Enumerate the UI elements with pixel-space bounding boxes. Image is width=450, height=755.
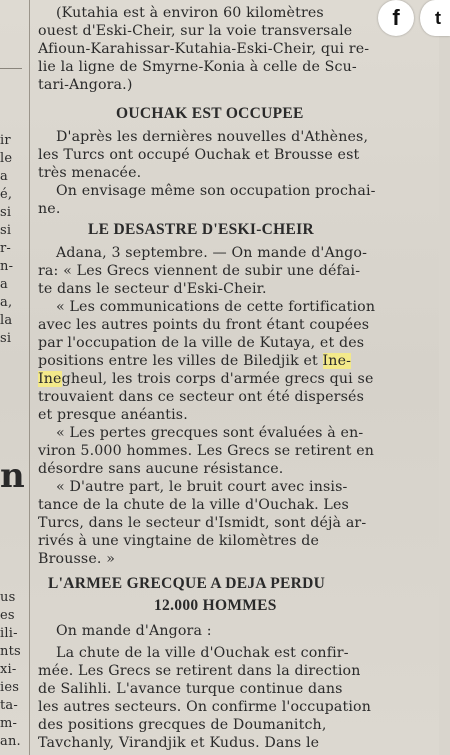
highlighted-word-part1: Ine- xyxy=(322,353,352,369)
intro-line-3: Afioun-Karahissar-Kutahia-Eski-Cheir, qui re- xyxy=(38,41,370,57)
s2-line-9: trouvaient dans ce secteur ont été dispersés xyxy=(38,389,364,405)
neighbor-fragment: nts xyxy=(0,644,21,659)
neighbor-fragment: le xyxy=(0,151,13,166)
s3-line-4: de Salihli. L'avance turque continue dans xyxy=(38,681,343,697)
neighbor-fragment: us xyxy=(0,590,16,605)
neighbor-fragment: ta- xyxy=(0,698,18,713)
s1-line-2: les Turcs ont occupé Ouchak et Brousse est xyxy=(38,147,360,163)
neighbor-fragment: si xyxy=(0,223,12,238)
s2-line-15: tance de la chute de la ville d'Ouchak. Les xyxy=(38,497,349,513)
s3-line-7: Tavchanly, Virandjik et Kudus. Dans le xyxy=(38,735,320,751)
neighbor-fragment: n- xyxy=(0,259,14,274)
twitter-share-button[interactable] xyxy=(420,0,450,36)
s2-line-7-text: positions entre les villes de Biledjik et xyxy=(38,353,318,369)
neighbor-fragment: la xyxy=(0,313,13,328)
neighbor-fragment: a xyxy=(0,169,8,184)
s2-line-7 xyxy=(38,352,351,370)
neighbor-fragment: xi- xyxy=(0,662,17,677)
s2-line-14: « D'autre part, le bruit court avec insis- xyxy=(56,479,348,495)
s3-line-2: La chute de la ville d'Ouchak est confir- xyxy=(56,645,349,661)
intro-line-4: lie la ligne de Smyrne-Konia à celle de Scu- xyxy=(38,59,357,75)
s2-line-12: viron 5.000 hommes. Les Grecs se retirent en xyxy=(38,443,375,459)
neighbor-fragment: ili- xyxy=(0,626,18,641)
neighbor-large-letter: n xyxy=(0,456,25,496)
s2-line-8-text: gheul, les trois corps d'armée grecs qui se xyxy=(61,371,374,387)
s1-line-4: On envisage même son occupation prochai- xyxy=(56,183,376,199)
s2-line-2: ra: « Les Grecs viennent de subir une défai- xyxy=(38,263,361,279)
neighbor-fragment: ir xyxy=(0,133,11,148)
s2-line-3: te dans le secteur d'Eski-Cheir. xyxy=(38,281,267,297)
neighbor-fragment: r- xyxy=(0,241,12,256)
neighbor-column xyxy=(0,0,25,755)
neighbor-fragment: a xyxy=(0,277,8,292)
neighbor-fragment: si xyxy=(0,331,12,346)
facebook-share-button[interactable] xyxy=(378,0,414,36)
headline-12000-hommes: 12.000 HOMMES xyxy=(154,597,277,614)
column-rule-mark xyxy=(0,68,22,69)
s3-line-5: les autres secteurs. On confirme l'occupation xyxy=(38,699,371,715)
headline-ouchak: OUCHAK EST OCCUPEE xyxy=(116,105,304,122)
twitter-icon: t xyxy=(435,7,441,28)
neighbor-fragment: a, xyxy=(0,295,13,310)
s2-line-16: Turcs, dans le secteur d'Ismidt, sont déjà ar- xyxy=(38,515,367,531)
neighbor-fragment: si xyxy=(0,205,12,220)
s2-line-6: par l'occupation de la ville de Kutaya, et des xyxy=(38,335,365,351)
s1-line-1: D'après les dernières nouvelles d'Athènes, xyxy=(56,129,369,145)
highlighted-word-part2: Ine xyxy=(38,371,62,387)
neighbor-fragment: ies xyxy=(0,680,20,695)
s1-line-3: très menacée. xyxy=(38,165,142,181)
intro-line-1: (Kutahia est à environ 60 kilomètres xyxy=(56,5,324,21)
intro-line-5: tari-Angora.) xyxy=(38,77,133,93)
s2-line-5: avec les autres points du front étant coupées xyxy=(38,317,370,333)
s2-line-17: rivés à une vingtaine de kilomètres de xyxy=(38,533,320,549)
s3-line-3: mée. Les Grecs se retirent dans la direction xyxy=(38,663,361,679)
column-divider xyxy=(29,0,30,755)
s1-line-5: ne. xyxy=(38,201,61,217)
neighbor-fragment: m- xyxy=(0,716,18,731)
s2-line-13: désordre sans aucune résistance. xyxy=(38,461,284,477)
s2-line-11: « Les pertes grecques sont évaluées à en- xyxy=(56,425,364,441)
s2-line-10: et presque anéantis. xyxy=(38,407,188,423)
s3-line-1: On mande d'Angora : xyxy=(56,623,212,639)
neighbor-fragment: an. xyxy=(0,734,21,749)
s3-line-6: des positions grecques de Doumanitch, xyxy=(38,717,327,733)
s2-line-1: Adana, 3 septembre. — On mande d'Ango- xyxy=(56,245,368,261)
headline-eski-cheir: LE DESASTRE D'ESKI-CHEIR xyxy=(88,221,314,238)
s2-line-8 xyxy=(38,370,374,388)
s2-line-4: « Les communications de cette fortification xyxy=(56,299,376,315)
neighbor-fragment: es xyxy=(0,608,15,623)
headline-armee-grecque: L'ARMEE GRECQUE A DEJA PERDU xyxy=(48,575,326,592)
facebook-icon: f xyxy=(392,5,400,30)
neighbor-fragment: é, xyxy=(0,187,13,202)
s2-line-18: Brousse. » xyxy=(38,551,116,567)
intro-line-2: ouest d'Eski-Cheir, sur la voie transversale xyxy=(38,23,353,39)
